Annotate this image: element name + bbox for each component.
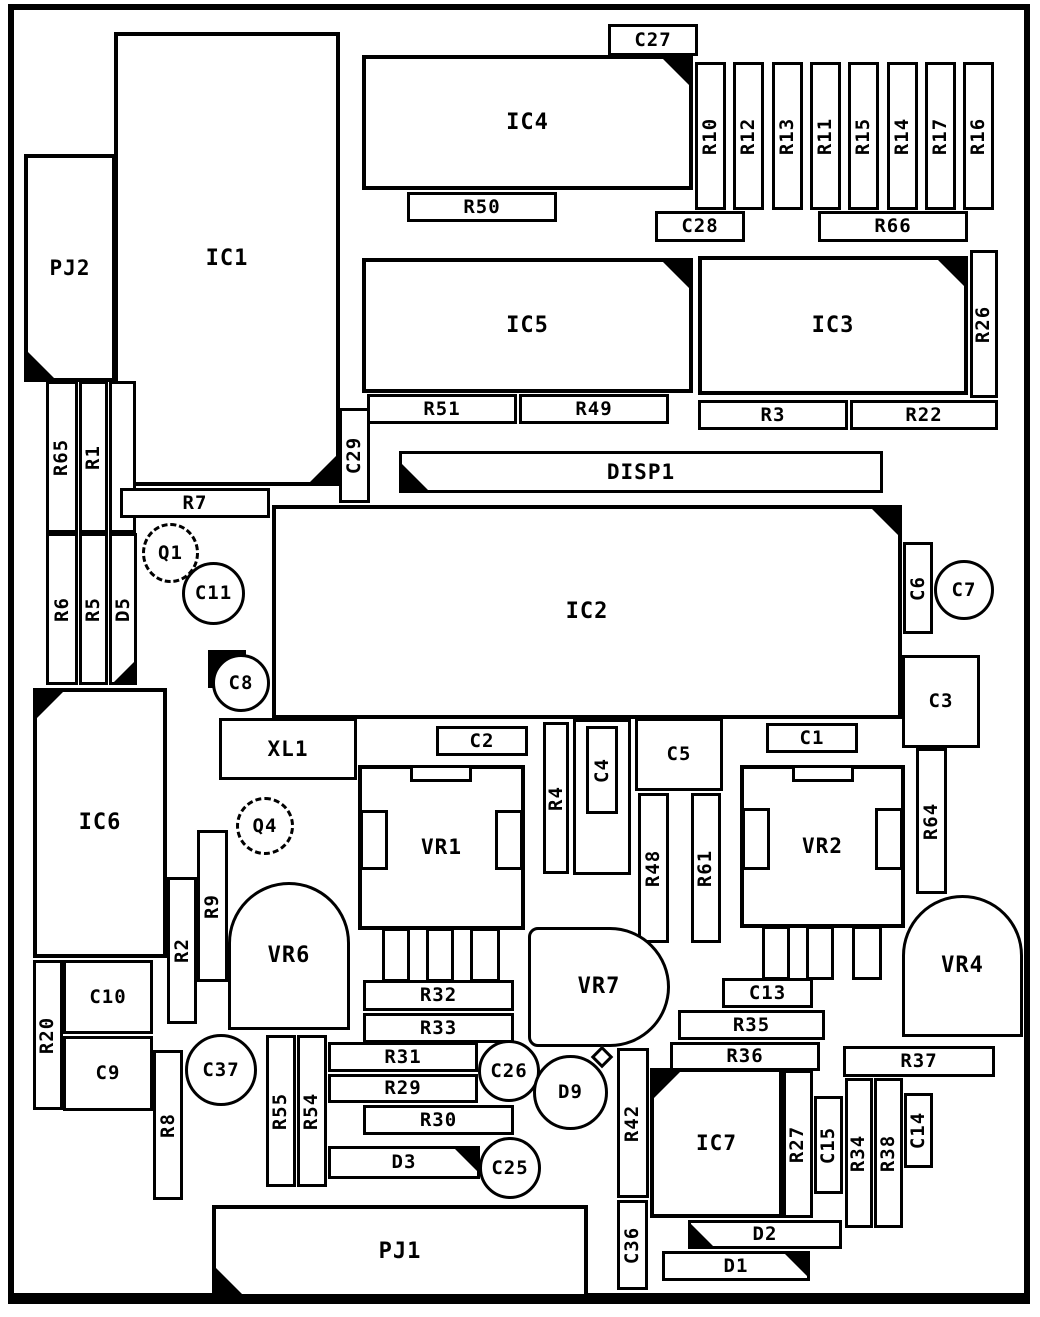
c25-label: C25 bbox=[491, 1156, 529, 1179]
component-c10 bbox=[63, 960, 153, 1034]
component-r42 bbox=[617, 1048, 649, 1198]
component-ic3 bbox=[698, 256, 968, 395]
r4-label: R4 bbox=[544, 785, 567, 811]
c27-label: C27 bbox=[634, 28, 672, 51]
component-ic6 bbox=[33, 688, 167, 958]
component-r38 bbox=[874, 1078, 903, 1228]
r50-label: R50 bbox=[463, 195, 501, 218]
c37-label: C37 bbox=[202, 1058, 240, 1081]
component-r8 bbox=[153, 1050, 183, 1200]
r16-label: R16 bbox=[967, 117, 990, 155]
component-r48 bbox=[638, 793, 669, 943]
component-r31 bbox=[328, 1042, 478, 1072]
r20-label: R20 bbox=[36, 1016, 59, 1054]
d9-label: D9 bbox=[558, 1081, 583, 1103]
component-vr6 bbox=[228, 882, 350, 1030]
d5-cut-br bbox=[113, 661, 135, 683]
component-r66 bbox=[818, 211, 968, 242]
component-ic2 bbox=[272, 505, 902, 719]
r27-label: R27 bbox=[786, 1125, 809, 1163]
r65-label: R65 bbox=[50, 438, 73, 476]
component-r29 bbox=[328, 1074, 478, 1103]
c5-label: C5 bbox=[666, 743, 692, 765]
r37-label: R37 bbox=[900, 1050, 938, 1072]
component-r22 bbox=[850, 400, 998, 430]
component-d5 bbox=[109, 533, 137, 685]
component-c28 bbox=[655, 211, 745, 242]
ic1-cut-br bbox=[309, 455, 337, 483]
c4-label: C4 bbox=[590, 757, 613, 783]
component-r4 bbox=[543, 722, 569, 874]
component-r13 bbox=[772, 62, 803, 210]
r33-label: R33 bbox=[419, 1016, 458, 1039]
r66-label: R66 bbox=[874, 215, 912, 237]
r7-label: R7 bbox=[182, 491, 208, 514]
component-r51 bbox=[367, 394, 517, 424]
c26-label: C26 bbox=[490, 1059, 528, 1082]
r30-label: R30 bbox=[419, 1108, 458, 1131]
r22-label: R22 bbox=[905, 403, 943, 426]
component-vr1-notch bbox=[410, 765, 472, 782]
r55-label: R55 bbox=[269, 1092, 292, 1130]
component-vr2-tab-left bbox=[742, 808, 770, 870]
component-r55 bbox=[266, 1035, 296, 1187]
component-r32 bbox=[363, 980, 514, 1011]
d3-cut-tr bbox=[454, 1148, 478, 1172]
vr4-label: VR4 bbox=[941, 953, 984, 978]
r11-label: R11 bbox=[814, 117, 837, 155]
r1-label: R1 bbox=[82, 444, 105, 470]
ic2-label: IC2 bbox=[565, 599, 609, 624]
component-d3 bbox=[328, 1146, 480, 1179]
component-vr1-pin-1 bbox=[382, 928, 410, 982]
component-c9 bbox=[63, 1036, 153, 1111]
r5-label: R5 bbox=[82, 596, 105, 622]
r17-label: R17 bbox=[929, 117, 952, 155]
r3-label: R3 bbox=[760, 403, 786, 426]
r49-label: R49 bbox=[575, 397, 613, 420]
component-c11 bbox=[182, 562, 245, 625]
c11-label: C11 bbox=[194, 582, 233, 604]
r32-label: R32 bbox=[419, 984, 458, 1006]
component-r17 bbox=[925, 62, 956, 210]
r54-label: R54 bbox=[300, 1092, 323, 1130]
component-c29 bbox=[339, 408, 370, 503]
component-c13 bbox=[722, 978, 813, 1008]
component-pj1 bbox=[212, 1205, 588, 1298]
component-c7 bbox=[934, 560, 994, 620]
component-c36 bbox=[617, 1200, 648, 1290]
r35-label: R35 bbox=[732, 1013, 771, 1036]
c7-label: C7 bbox=[951, 578, 977, 601]
component-c8 bbox=[212, 654, 270, 712]
c28-label: C28 bbox=[681, 215, 719, 237]
ic4-label: IC4 bbox=[506, 109, 549, 135]
component-r35 bbox=[678, 1010, 825, 1040]
component-r1 bbox=[79, 381, 108, 533]
c3-label: C3 bbox=[928, 690, 954, 712]
component-d9 bbox=[533, 1055, 608, 1130]
r34-label: R34 bbox=[847, 1134, 870, 1172]
disp1-label: DISP1 bbox=[606, 459, 676, 484]
c36-label: C36 bbox=[621, 1226, 644, 1264]
r14-label: R14 bbox=[891, 117, 914, 155]
c1-label: C1 bbox=[799, 726, 825, 749]
r29-label: R29 bbox=[384, 1077, 422, 1099]
c10-label: C10 bbox=[89, 985, 127, 1008]
r10-label: R10 bbox=[699, 117, 722, 155]
component-r50 bbox=[407, 192, 557, 222]
c13-label: C13 bbox=[748, 981, 787, 1004]
component-c2 bbox=[436, 726, 528, 756]
component-r9 bbox=[197, 830, 228, 982]
component-ic7 bbox=[650, 1068, 783, 1218]
component-r49 bbox=[519, 394, 669, 424]
component-d1 bbox=[662, 1251, 810, 1281]
component-vr1-pin-2 bbox=[426, 928, 454, 982]
ic3-cut-tr bbox=[937, 259, 965, 287]
component-r20 bbox=[33, 960, 63, 1110]
component-q4 bbox=[236, 797, 294, 855]
component-r36 bbox=[670, 1042, 820, 1071]
ic5-cut-tr bbox=[662, 261, 690, 289]
component-c14 bbox=[904, 1093, 933, 1168]
component-c37 bbox=[185, 1034, 257, 1106]
component-r11 bbox=[810, 62, 841, 210]
component-r33 bbox=[363, 1013, 514, 1043]
component-r3 bbox=[698, 400, 848, 430]
component-r6 bbox=[46, 533, 78, 685]
c14-label: C14 bbox=[907, 1111, 930, 1150]
pj1-label: PJ1 bbox=[378, 1238, 422, 1264]
disp1-cut-bl bbox=[401, 463, 429, 491]
component-r27 bbox=[783, 1070, 813, 1218]
q1-label: Q1 bbox=[158, 541, 183, 564]
component-r14 bbox=[887, 62, 918, 210]
component-d2 bbox=[688, 1220, 842, 1249]
component-r12 bbox=[733, 62, 764, 210]
component-c27 bbox=[608, 24, 698, 56]
r9-label: R9 bbox=[200, 893, 223, 919]
r26-label: R26 bbox=[972, 305, 995, 343]
component-vr4 bbox=[902, 895, 1023, 1037]
r51-label: R51 bbox=[423, 397, 461, 420]
vr2-label: VR2 bbox=[802, 834, 843, 858]
c29-label: C29 bbox=[343, 436, 366, 475]
component-r5 bbox=[79, 533, 108, 685]
component-vr2-notch bbox=[792, 765, 854, 782]
component-c6 bbox=[903, 542, 933, 634]
d3-label: D3 bbox=[391, 1151, 417, 1173]
component-c4 bbox=[586, 726, 618, 814]
r42-label: R42 bbox=[621, 1104, 644, 1142]
ic6-label: IC6 bbox=[78, 810, 122, 835]
c9-label: C9 bbox=[95, 1062, 121, 1084]
r12-label: R12 bbox=[737, 117, 760, 155]
component-ic5 bbox=[362, 258, 693, 393]
component-r26 bbox=[970, 250, 998, 398]
ic6-cut-tl bbox=[36, 691, 64, 719]
d2-label: D2 bbox=[752, 1223, 778, 1245]
component-r37 bbox=[843, 1046, 995, 1077]
q4-label: Q4 bbox=[252, 814, 278, 837]
vr7-label: VR7 bbox=[577, 974, 621, 999]
r6-label: R6 bbox=[50, 596, 73, 622]
component-xl1 bbox=[219, 718, 357, 780]
ic5-label: IC5 bbox=[506, 312, 549, 338]
c15-label: C15 bbox=[817, 1126, 840, 1164]
component-vr2-pin-2 bbox=[806, 926, 834, 980]
r8-label: R8 bbox=[156, 1112, 179, 1138]
ic7-label: IC7 bbox=[696, 1130, 737, 1155]
component-vr2-pin-1 bbox=[762, 926, 790, 980]
c2-label: C2 bbox=[469, 729, 495, 752]
vr6-label: VR6 bbox=[267, 943, 311, 968]
ic7-cut-tl bbox=[653, 1071, 681, 1099]
component-r15 bbox=[848, 62, 879, 210]
component-r2 bbox=[167, 877, 197, 1024]
component-c1 bbox=[766, 723, 858, 753]
component-vr2-tab-right bbox=[875, 808, 903, 870]
component-vr1-tab-right bbox=[495, 810, 523, 870]
ic1-label: IC1 bbox=[205, 246, 249, 271]
r13-label: R13 bbox=[776, 117, 799, 155]
component-c26 bbox=[478, 1040, 540, 1102]
c8-label: C8 bbox=[228, 671, 254, 694]
component-pj2 bbox=[24, 154, 116, 382]
component-c15 bbox=[814, 1096, 843, 1194]
d5-label: D5 bbox=[111, 596, 134, 622]
component-r61 bbox=[691, 793, 721, 943]
c6-label: C6 bbox=[906, 575, 929, 601]
d1-cut-tr bbox=[784, 1253, 808, 1277]
component-r7 bbox=[120, 488, 270, 518]
component-r16 bbox=[963, 62, 994, 210]
r36-label: R36 bbox=[726, 1045, 764, 1067]
ic2-cut-tr bbox=[871, 508, 899, 536]
component-r34 bbox=[845, 1078, 873, 1228]
r64-label: R64 bbox=[920, 802, 943, 840]
component-c5 bbox=[635, 718, 723, 791]
r2-label: R2 bbox=[170, 938, 193, 963]
component-c25 bbox=[479, 1137, 541, 1199]
pj2-cut-bl bbox=[27, 351, 55, 379]
r15-label: R15 bbox=[852, 117, 875, 155]
component-c3 bbox=[902, 655, 980, 748]
component-vr1-pin-3 bbox=[470, 928, 500, 982]
component-r30 bbox=[363, 1105, 514, 1135]
r61-label: R61 bbox=[694, 849, 717, 887]
pj1-cut-bl bbox=[215, 1267, 243, 1295]
pj2-label: PJ2 bbox=[49, 255, 91, 280]
ic3-label: IC3 bbox=[811, 312, 855, 338]
component-ic4 bbox=[362, 55, 693, 190]
component-r64 bbox=[916, 748, 947, 894]
d1-label: D1 bbox=[723, 1254, 749, 1277]
r48-label: R48 bbox=[642, 849, 665, 887]
r38-label: R38 bbox=[877, 1134, 900, 1172]
component-vr1-tab-left bbox=[360, 810, 388, 870]
component-r65 bbox=[46, 381, 78, 533]
c29-wedge-bl bbox=[336, 474, 368, 506]
component-vr2-pin-3 bbox=[852, 926, 882, 980]
component-vr7 bbox=[528, 927, 670, 1047]
xl1-label: XL1 bbox=[267, 736, 309, 761]
vr1-label: VR1 bbox=[421, 835, 462, 859]
component-r10 bbox=[695, 62, 726, 210]
component-ic1 bbox=[114, 32, 340, 486]
component-r54 bbox=[297, 1035, 327, 1187]
r31-label: R31 bbox=[384, 1045, 422, 1068]
ic4-cut-tr bbox=[662, 58, 690, 86]
component-disp1 bbox=[399, 451, 883, 493]
d2-cut-bl bbox=[690, 1223, 714, 1247]
